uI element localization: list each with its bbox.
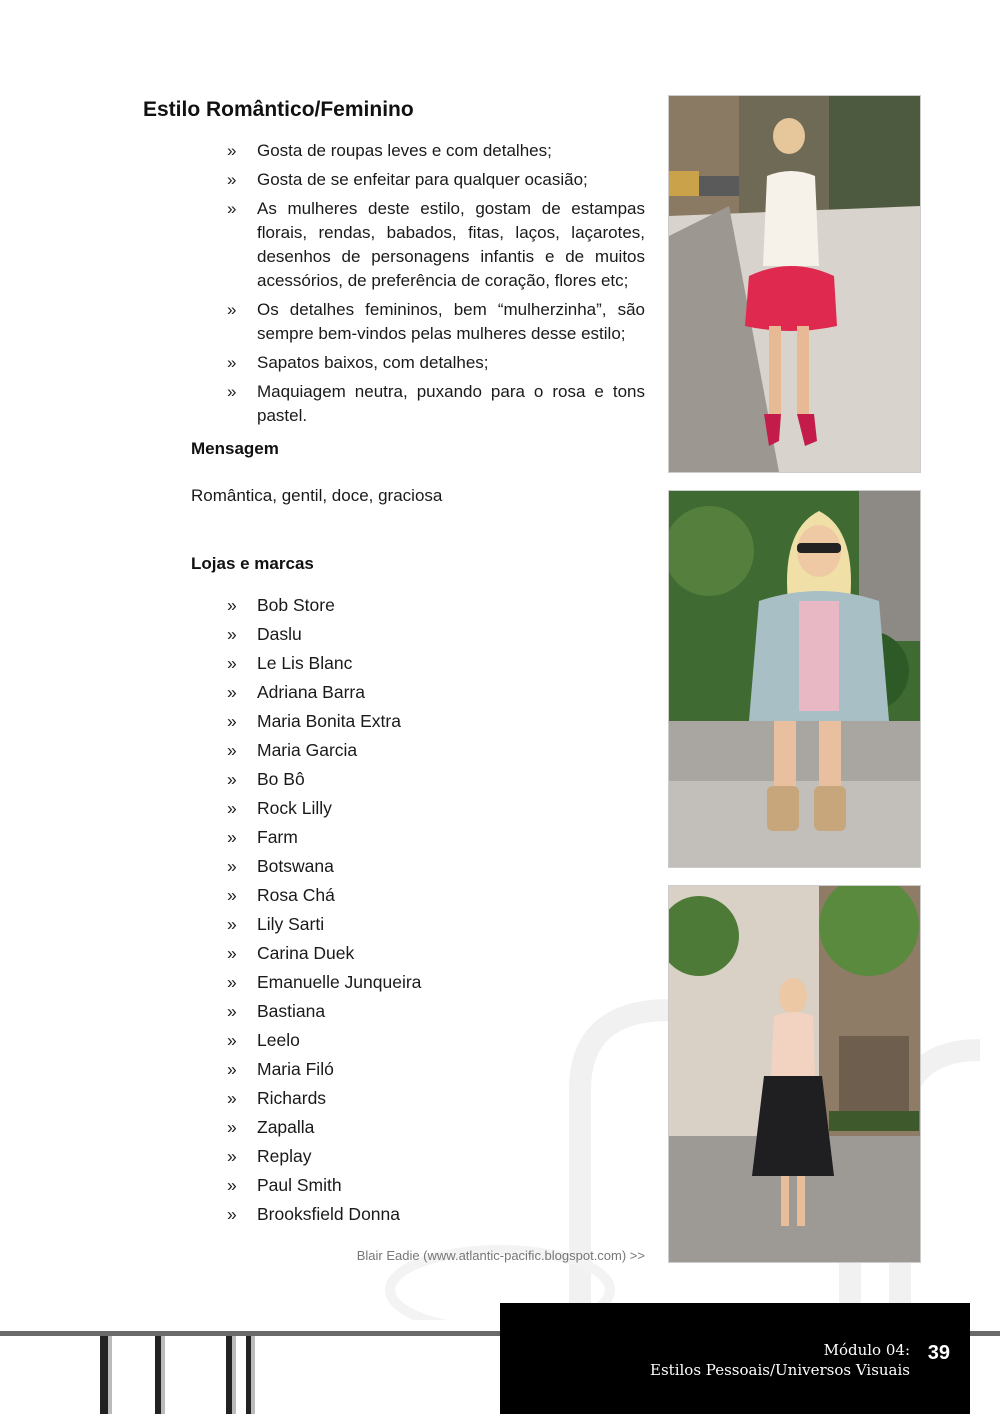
stores-list <box>227 591 587 1229</box>
list-item: » Lily Sarti <box>227 910 587 939</box>
list-item: » Sapatos baixos, com detalhes; <box>227 351 645 375</box>
style-traits-list <box>227 139 645 433</box>
photo-street-red-skirt <box>668 95 921 473</box>
list-item: » Gosta de roupas leves e com detalhes; <box>227 139 645 163</box>
list-item: » Gosta de se enfeitar para qualquer ocasião; <box>227 168 645 192</box>
list-item: » Bob Store <box>227 591 587 620</box>
list-item: » Maria Garcia <box>227 736 587 765</box>
list-item: » Paul Smith <box>227 1171 587 1200</box>
list-item: » Le Lis Blanc <box>227 649 587 678</box>
list-item: » Bastiana <box>227 997 587 1026</box>
list-item: » Maquiagem neutra, puxando para o rosa e tons pastel. <box>227 380 645 428</box>
list-item: » Richards <box>227 1084 587 1113</box>
list-item: » Bo Bô <box>227 765 587 794</box>
message-text: Romântica, gentil, doce, graciosa <box>191 486 443 505</box>
list-item: » Carina Duek <box>227 939 587 968</box>
module-title: Estilos Pessoais/Universos Visuais <box>650 1361 910 1379</box>
list-item: » Zapalla <box>227 1113 587 1142</box>
list-item: » Maria Bonita Extra <box>227 707 587 736</box>
list-item: » Daslu <box>227 620 587 649</box>
list-item: » Leelo <box>227 1026 587 1055</box>
list-item: » Brooksfield Donna <box>227 1200 587 1229</box>
photo-caption: Blair Eadie (www.atlantic-pacific.blogspot.com) >> <box>356 1248 645 1263</box>
list-item: » Farm <box>227 823 587 852</box>
list-item: » Maria Filó <box>227 1055 587 1084</box>
photo-denim-jacket <box>668 490 921 868</box>
stores-heading: Lojas e marcas <box>191 554 314 573</box>
footer-decoration <box>100 1336 300 1414</box>
list-item: » Rosa Chá <box>227 881 587 910</box>
list-item: » Os detalhes femininos, bem “mulherzinha”, são sempre bem-vindos pelas mulheres desse estilo; <box>227 298 645 346</box>
photo-black-lace-skirt <box>668 885 921 1263</box>
list-item: » Botswana <box>227 852 587 881</box>
list-item: » Rock Lilly <box>227 794 587 823</box>
module-label: Módulo 04: <box>823 1341 910 1359</box>
page-number: 39 <box>927 1342 950 1364</box>
list-item: » As mulheres deste estilo, gostam de estampas florais, rendas, babados, fitas, laços, laçarotes, desenhos de personagens infantis e de muitos acessórios, de preferência de coração, flores etc; <box>227 197 645 293</box>
list-item: » Replay <box>227 1142 587 1171</box>
section-title: Estilo Romântico/Feminino <box>143 98 414 121</box>
list-item: » Adriana Barra <box>227 678 587 707</box>
message-heading: Mensagem <box>191 439 279 458</box>
footer-panel <box>500 1303 970 1414</box>
list-item: » Emanuelle Junqueira <box>227 968 587 997</box>
